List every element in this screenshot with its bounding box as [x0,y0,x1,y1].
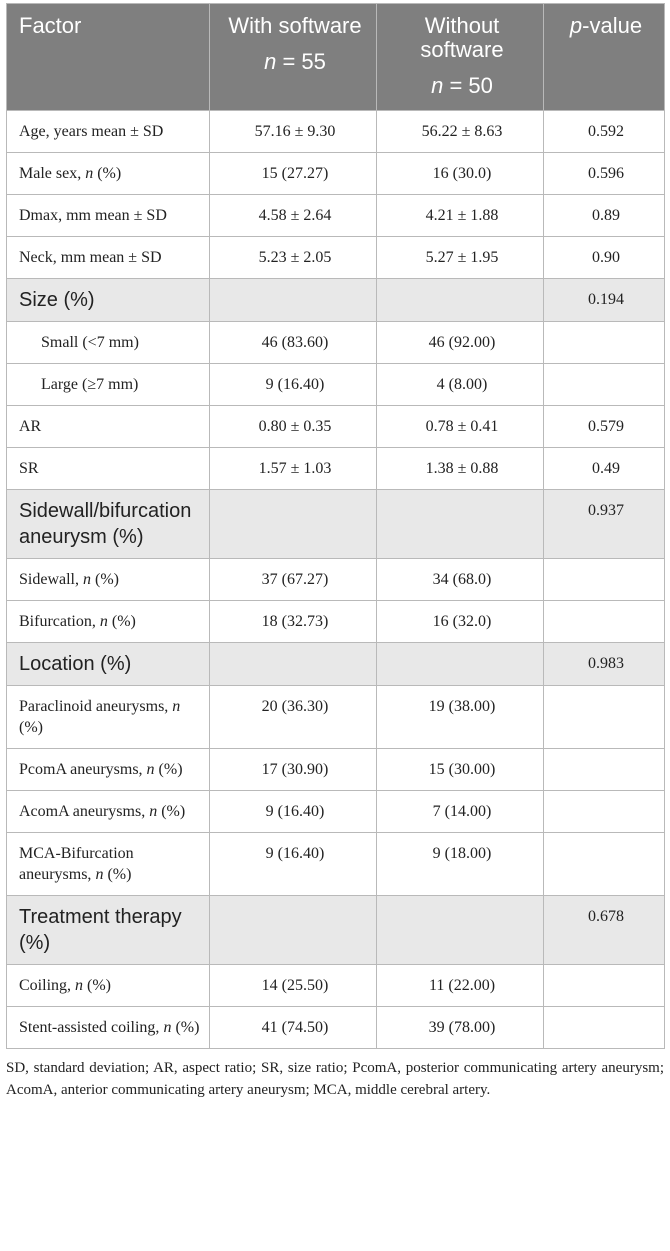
row-without-value: 39 (78.00) [377,1007,544,1049]
row-without-value: 16 (32.0) [377,601,544,643]
row-label: Small (<7 mm) [7,322,210,364]
header-with-label: With software [228,13,362,38]
header-with-software [210,4,377,111]
row-pvalue [544,322,665,364]
header-without-label: Without software [420,13,504,62]
header-without-software [377,4,544,111]
row-without-value: 56.22 ± 8.63 [377,111,544,153]
header-factor: Factor [7,4,210,111]
table-row [7,364,665,406]
row-label: Male sex, n (%) [7,153,210,195]
table-row [7,406,665,448]
row-with-value: 4.58 ± 2.64 [210,195,377,237]
header-row [7,4,665,111]
table-container [6,3,664,1101]
section-row [7,490,665,559]
row-pvalue: 0.49 [544,448,665,490]
row-without-value: 9 (18.00) [377,833,544,896]
row-pvalue [544,601,665,643]
row-pvalue: 0.90 [544,237,665,279]
section-blank [377,896,544,965]
table-footnote: SD, standard deviation; AR, aspect ratio; SR, size ratio; PcomA, posterior communicating artery aneurysm; AcomA, anterior communicating artery aneurysm; MCA, middle cerebral artery. [6,1060,664,1098]
header-without-n: n = 50 [431,73,493,98]
row-label: PcomA aneurysms, n (%) [7,749,210,791]
row-with-value: 14 (25.50) [210,965,377,1007]
table-row [7,448,665,490]
section-blank [377,643,544,686]
section-pvalue: 0.194 [544,279,665,322]
row-with-value: 18 (32.73) [210,601,377,643]
section-label: Treatment therapy (%) [7,896,210,965]
row-pvalue [544,791,665,833]
row-without-value: 4.21 ± 1.88 [377,195,544,237]
row-pvalue: 0.596 [544,153,665,195]
section-label: Sidewall/bifurcation aneurysm (%) [7,490,210,559]
row-label: Sidewall, n (%) [7,559,210,601]
row-without-value: 5.27 ± 1.95 [377,237,544,279]
section-blank [210,490,377,559]
header-with-n: n = 55 [264,49,326,74]
row-label: Coiling, n (%) [7,965,210,1007]
row-with-value: 17 (30.90) [210,749,377,791]
row-without-value: 34 (68.0) [377,559,544,601]
section-blank [377,490,544,559]
row-without-value: 1.38 ± 0.88 [377,448,544,490]
table-row [7,322,665,364]
row-pvalue [544,1007,665,1049]
row-with-value: 0.80 ± 0.35 [210,406,377,448]
row-without-value: 7 (14.00) [377,791,544,833]
section-pvalue: 0.678 [544,896,665,965]
row-pvalue: 0.592 [544,111,665,153]
row-pvalue [544,559,665,601]
row-pvalue [544,686,665,749]
data-table [6,3,665,1049]
row-with-value: 9 (16.40) [210,791,377,833]
section-label: Size (%) [7,279,210,322]
section-blank [210,896,377,965]
row-with-value: 46 (83.60) [210,322,377,364]
row-pvalue: 0.89 [544,195,665,237]
row-pvalue [544,833,665,896]
table-row [7,749,665,791]
row-label: AcomA aneurysms, n (%) [7,791,210,833]
row-with-value: 1.57 ± 1.03 [210,448,377,490]
table-row [7,237,665,279]
row-pvalue [544,749,665,791]
row-without-value: 0.78 ± 0.41 [377,406,544,448]
row-with-value: 5.23 ± 2.05 [210,237,377,279]
section-row [7,643,665,686]
row-with-value: 15 (27.27) [210,153,377,195]
row-with-value: 37 (67.27) [210,559,377,601]
section-blank [377,279,544,322]
row-label: Bifurcation, n (%) [7,601,210,643]
row-label: Large (≥7 mm) [7,364,210,406]
row-label: Dmax, mm mean ± SD [7,195,210,237]
row-without-value: 19 (38.00) [377,686,544,749]
row-without-value: 46 (92.00) [377,322,544,364]
row-label: Paraclinoid aneurysms, n (%) [7,686,210,749]
row-without-value: 15 (30.00) [377,749,544,791]
table-row [7,559,665,601]
row-with-value: 41 (74.50) [210,1007,377,1049]
header-pvalue: p-value [544,4,665,111]
section-row [7,896,665,965]
table-row [7,686,665,749]
table-body [7,111,665,1049]
table-row [7,791,665,833]
row-pvalue [544,364,665,406]
row-pvalue: 0.579 [544,406,665,448]
row-with-value: 57.16 ± 9.30 [210,111,377,153]
row-label: Stent-assisted coiling, n (%) [7,1007,210,1049]
row-label: AR [7,406,210,448]
row-without-value: 11 (22.00) [377,965,544,1007]
section-label: Location (%) [7,643,210,686]
row-pvalue [544,965,665,1007]
table-row [7,195,665,237]
table-row [7,111,665,153]
row-with-value: 9 (16.40) [210,364,377,406]
row-with-value: 9 (16.40) [210,833,377,896]
row-without-value: 16 (30.0) [377,153,544,195]
section-blank [210,643,377,686]
section-row [7,279,665,322]
table-row [7,601,665,643]
table-row [7,1007,665,1049]
row-label: MCA-Bifurcation aneurysms, n (%) [7,833,210,896]
row-label: Age, years mean ± SD [7,111,210,153]
table-row [7,153,665,195]
table-row [7,965,665,1007]
row-without-value: 4 (8.00) [377,364,544,406]
table-row [7,833,665,896]
row-with-value: 20 (36.30) [210,686,377,749]
row-label: SR [7,448,210,490]
row-label: Neck, mm mean ± SD [7,237,210,279]
section-blank [210,279,377,322]
section-pvalue: 0.983 [544,643,665,686]
section-pvalue: 0.937 [544,490,665,559]
